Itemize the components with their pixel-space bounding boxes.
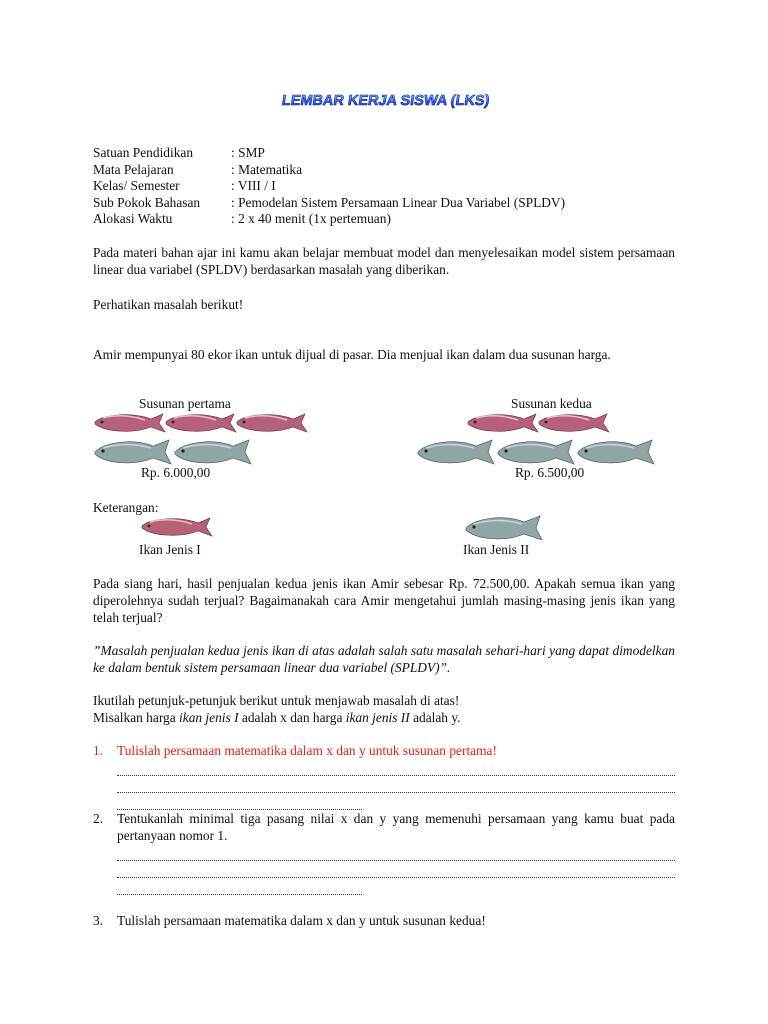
second-arrangement-label: Susunan kedua <box>511 396 592 411</box>
instruction-line1: Ikutilah petunjuk-petunjuk berikut untuk menjawab masalah di atas! <box>93 693 460 708</box>
legend-fish-type2 <box>466 516 542 540</box>
fish-type1 <box>539 414 609 432</box>
fish-type1 <box>237 414 307 432</box>
instruction-line2: Misalkan harga ikan jenis I adalah x dan harga ikan jenis II adalah y. <box>93 710 461 725</box>
legend-title: Keterangan: <box>93 500 159 515</box>
title-text: LEMBAR KERJA SISWA (LKS) <box>280 93 491 109</box>
first-price: Rp. 6.000,00 <box>141 465 211 480</box>
second-price: Rp. 6.500,00 <box>515 465 585 480</box>
intro-paragraph: Pada materi bahan ajar ini kamu akan belajar membuat model dan menyelesaikan model sistem persamaan linear dua variabel (SPLDV) berdasarkan masalah yang diberikan. <box>93 245 675 277</box>
fish-type1 <box>95 414 165 432</box>
fish-type1 <box>468 414 538 432</box>
info-row: Alokasi Waktu : 2 x 40 menit (1x pertemuan) <box>93 211 391 226</box>
info-row: Mata Pelajaran : Matematika <box>93 161 303 177</box>
info-row: Kelas/ Semester : VIII / I <box>93 178 276 193</box>
question-1: 1. Tulislah persamaan matematika dalam x dan y untuk susunan pertama! <box>93 742 675 810</box>
legend-fish-type1 <box>142 518 212 536</box>
fish-type2 <box>418 440 494 464</box>
first-arrangement-label: Susunan pertama <box>139 396 231 411</box>
fish-type2 <box>498 440 574 464</box>
question-2: 2. Tentukanlah minimal tiga pasang nilai x dan y yang memenuhi persamaan yang kamu buat pada pertanyaan nomor 1. <box>93 810 675 895</box>
legend-type2: Ikan Jenis II <box>463 542 530 557</box>
problem-paragraph: Amir mempunyai 80 ekor ikan untuk dijual di pasar. Dia menjual ikan dalam dua susunan harga. <box>93 347 611 362</box>
attention-text: Perhatikan masalah berikut! <box>93 297 244 312</box>
info-row: Sub Pokok Bahasan : Pemodelan Sistem Persamaan Linear Dua Variabel (SPLDV) <box>93 194 566 210</box>
fish-type2 <box>95 440 171 464</box>
question-paragraph: Pada siang hari, hasil penjualan kedua jenis ikan Amir sebesar Rp. 72.500,00. Apakah semua ikan yang diperolehnya sudah terjual? Bagaimanakah cara Amir mengetahui jumlah masing-masing jenis ikan yang telah terjual? <box>93 576 675 625</box>
legend-type1: Ikan Jenis I <box>139 542 201 557</box>
fish-type1 <box>166 414 236 432</box>
fish-type2 <box>578 440 654 464</box>
question-3: 3. Tulislah persamaan matematika dalam x dan y untuk susunan kedua! <box>93 913 486 928</box>
quote-paragraph: ”Masalah penjualan kedua jenis ikan di atas adalah salah satu masalah sehari-hari yang dapat dimodelkan ke dalam bentuk sistem persamaan linear dua variabel (SPLDV)”. <box>93 643 675 675</box>
info-row: Satuan Pendidikan : SMP <box>93 145 265 160</box>
fish-type2 <box>175 440 251 464</box>
